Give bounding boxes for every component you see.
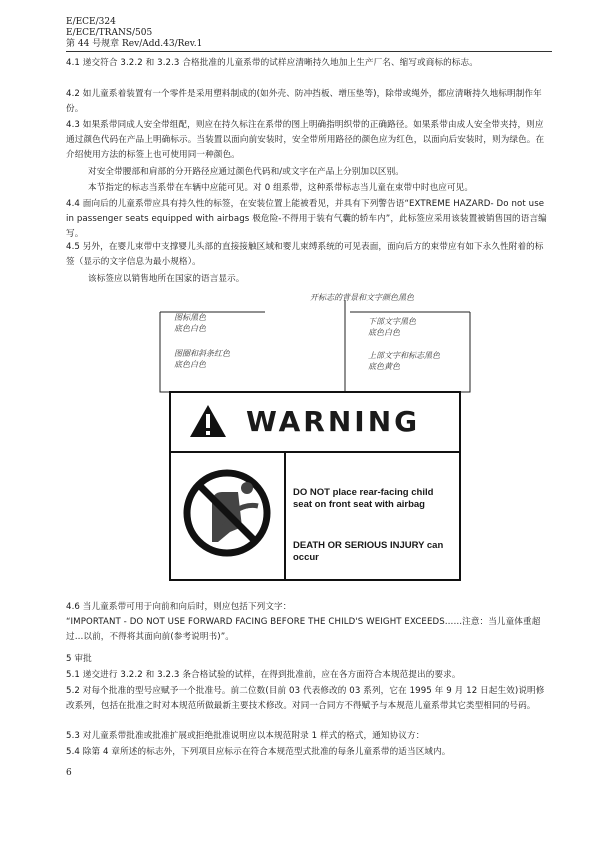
warning-msg-1: DO NOT place rear-facing child seat on front seat with airbag (293, 487, 434, 510)
warning-title: WARNING (246, 405, 421, 438)
para-4-5b: 该标签应以销售地所在国家的语言显示。 (88, 274, 245, 284)
para-4-5: 4.5 另外，在婴儿束带中支撑婴儿头部的直接接触区域和婴儿束缚系统的可见表面，面向后方的束带应有如下永久性附着的标签（显示的文字信息为最小规格）。 (66, 242, 544, 267)
annotation-left-2: 图圈和斜条红色 底色白色 (174, 349, 230, 369)
annotation-right-2: 上部文字和标志黑色 底色黄色 (368, 351, 440, 371)
para-5-1: 5.1 递交进行 3.2.2 和 3.2.3 条合格试验的试样，在得到批准前，应在各方面符合本规范提出的要求。 (66, 670, 461, 680)
para-4-3: 4.3 如果系带同成人安全带组配，则应在持久标注在系带的图上明确指明织带的正确路径。如果系带由成人安全带夹持，则应通过颜色代码在产品上明确标示。当装置以面向前安装时，安全带所用路径的颜色应为红色，以面向后安装时，则为绿色。在介绍使用方法的标签上也可使用同一种颜色。 (66, 120, 545, 160)
doc-code-1: E/ECE/324 (66, 17, 116, 27)
annotation-top: 开标志的背景和文字颜色黑色 (310, 293, 414, 302)
para-4-4: 4.4 面向后的儿童系带应具有持久性的标签，在安装位置上能被看见，并具有下列警告语“EXTREME HAZARD- Do not use in passenger seats equipped with airbags 极危险-不得用于装有气囊的轿车内”，此标签应采用该装置被销售国的语言编写。 (66, 199, 547, 239)
warning-msg-2: DEATH OR SERIOUS INJURY can occur (293, 540, 444, 563)
para-5-4: 5.4 除第 4 章所述的标志外，下列项目应标示在符合本规范型式批准的每条儿童系带的适当区域内。 (66, 747, 451, 757)
doc-code-2: E/ECE/TRANS/505 (66, 28, 153, 38)
section-5-title: 5 审批 (66, 654, 92, 664)
para-5-3: 5.3 对儿童系带批准或批准扩展或拒绝批准说明应以本规范附录 1 样式的格式，通知协议方： (66, 731, 425, 741)
para-5-2: 5.2 对每个批准的型号应赋予一个批准号。前二位数(目前 03 代表修改的 03 系列，它在 1995 年 9 月 12 日起生效)说明修改系列，包括在批准之时对本规范所做最新主要技术修改。对同一合同方不得赋予与本规范儿童系带其它类型相同的号码。 (66, 686, 545, 711)
para-4-6: 4.6 当儿童系带可用于向前和向后时，则应包括下列文字： (66, 602, 292, 612)
warning-label-figure (150, 292, 480, 592)
doc-code-3: 第 44 号规章 Rev/Add.43/Rev.1 (66, 39, 203, 49)
annotation-right-1: 下部文字黑色 底色白色 (368, 317, 416, 337)
header-rule (66, 51, 552, 52)
para-4-6b: “IMPORTANT - DO NOT USE FORWARD FACING BEFORE THE CHILD'S WEIGHT EXCEEDS……注意：当儿童体重超过…以前，不得将其面向前(参考说明书)”。 (66, 617, 541, 642)
para-4-1: 4.1 递交符合 3.2.2 和 3.2.3 合格批准的儿童系带的试样应清晰持久地加上生产厂名、缩写或商标的标志。 (66, 58, 478, 68)
para-4-3c: 本节指定的标志当系带在车辆中应能可见。对 0 组系带，这种系带标志当儿童在束带中时也应可见。 (88, 183, 474, 193)
para-4-3b: 对安全带腰部和肩部的分开路径应通过颜色代码和/或文字在产品上分别加以区别。 (88, 167, 404, 177)
page-number: 6 (66, 768, 72, 778)
annotation-left-1: 图标黑色 底色白色 (174, 313, 206, 333)
para-4-2: 4.2 如儿童系着装置有一个零件是采用塑料制成的(如外壳、防冲挡板、增压垫等)，除带或绳外，都应清晰持久地标明制作年份。 (66, 89, 542, 114)
